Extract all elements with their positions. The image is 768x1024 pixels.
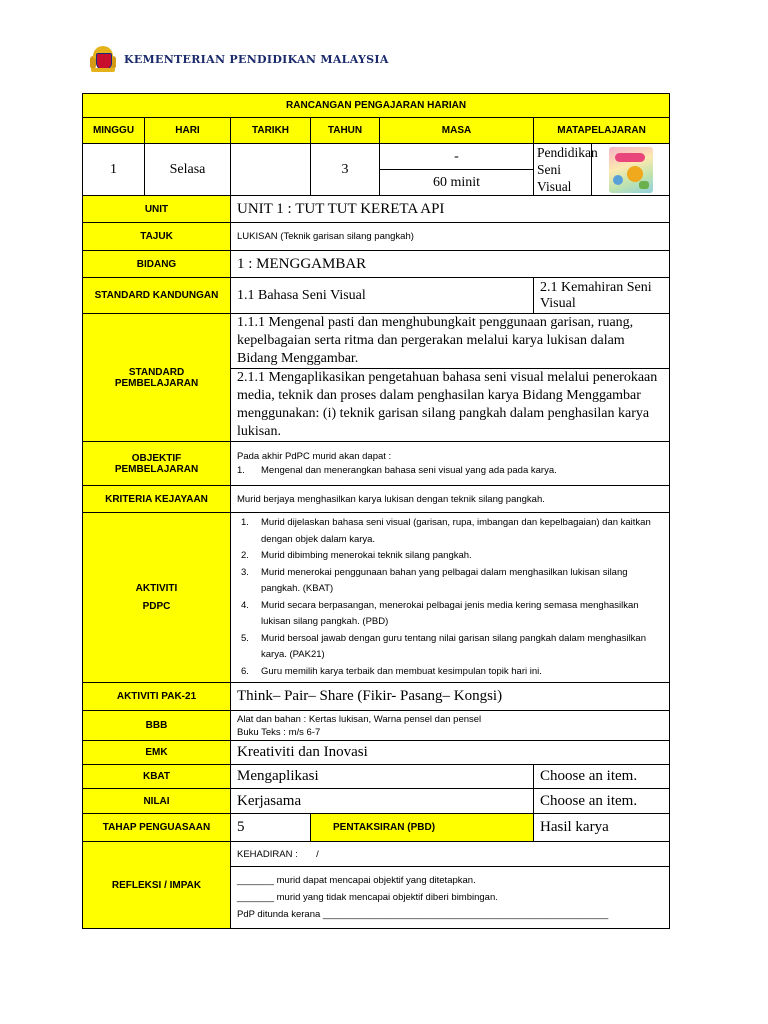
kriteria-label: KRITERIA KEJAYAAN [83,486,231,513]
refleksi-cell [231,867,670,929]
standard-pembelajaran-item-1: 1.1.1 Mengenal pasti dan menghubungkait penggunaan garisan, ruang, kepelbagaian serta ritma dan pergerakan melalui karya lukisan dalam Bidang Menggambar. [231,314,670,369]
bbb-line-1: Alat dan bahan : Kertas lukisan, Warna pensel dan pensel [237,713,482,725]
tajuk-value: LUKISAN (Teknik garisan silang pangkah) [231,223,670,251]
bidang-label: BIDANG [83,251,231,278]
header-hari: HARI [145,118,231,144]
aktiviti-item: 5. Murid bersoal jawab dengan guru tentang nilai garisan silang pangkah dalam menghasilkan karya. (PAK21) [241,632,647,660]
aktiviti-item: 2. Murid dibimbing menerokai teknik silang pangkah. [241,550,472,561]
header-minggu: MINGGU [83,118,145,144]
pak21-value: Think– Pair– Share (Fikir- Pasang– Kongsi) [231,683,670,711]
tahun-value: 3 [311,144,380,196]
masa-bottom-value: 60 minit [380,170,534,196]
kbat-choice-dropdown[interactable]: Choose an item. [534,765,670,789]
lesson-plan-table [82,93,670,929]
nilai-choice-dropdown[interactable]: Choose an item. [534,789,670,814]
aktiviti-item: 6. Guru memilih karya terbaik dan membuat kesimpulan topik hari ini. [241,665,542,677]
textbook-cover-image [609,147,653,193]
header-masa: MASA [380,118,534,144]
objektif-cell [231,442,670,486]
header-tarikh: TARIKH [231,118,311,144]
objektif-intro: Pada akhir PdPC murid akan dapat : [237,450,392,462]
tajuk-label: TAJUK [83,223,231,251]
standard-kandungan-right: 2.1 Kemahiran Seni Visual [534,278,670,314]
objektif-item-text: Mengenal dan menerangkan bahasa seni visual yang ada pada karya. [261,464,557,476]
standard-pembelajaran-item-2: 2.1.1 Mengaplikasikan pengetahuan bahasa seni visual melalui penerokaan media, teknik dan proses dalam penghasilan karya Bidang Menggambar menggunakan: (i) teknik garisan silang pangkah dalam penghasilan karya lukisan. [231,369,670,442]
kehadiran-field: KEHADIRAN : / [231,842,670,867]
aktiviti-item: 1. Murid dijelaskan bahasa seni visual (garisan, rupa, imbangan dan kepelbagaian) dan kaitkan dengan objek dalam karya. [241,517,651,545]
kbat-value: Mengaplikasi [231,765,534,789]
tahap-label: TAHAP PENGUASAAN [83,814,231,842]
aktiviti-label-line2: PDPC [142,600,171,612]
refleksi-line-1: _______ murid dapat mencapai objektif yang ditetapkan. [237,875,476,886]
matapelajaran-value: Pendidikan Seni Visual [534,144,592,196]
table-title: RANCANGAN PENGAJARAN HARIAN [83,94,670,118]
kbat-label: KBAT [83,765,231,789]
objektif-item [237,464,663,478]
minggu-value: 1 [83,144,145,196]
refleksi-label: REFLEKSI / IMPAK [83,842,231,929]
page-header [90,44,389,74]
refleksi-line-2: _______ murid yang tidak mencapai objektif diberi bimbingan. [237,892,498,903]
bidang-value: 1 : MENGGAMBAR [231,251,670,278]
tahap-value: 5 [231,814,311,842]
standard-pembelajaran-label: STANDARD PEMBELAJARAN [83,314,231,442]
pbd-label: PENTAKSIRAN (PBD) [311,814,534,842]
pak21-label: AKTIVITI PAK-21 [83,683,231,711]
hari-value: Selasa [145,144,231,196]
bbb-cell [231,711,670,741]
emk-label: EMK [83,741,231,765]
objektif-item-number: 1. [237,464,245,476]
objektif-label: OBJEKTIF PEMBELAJARAN [83,442,231,486]
emk-value: Kreativiti dan Inovasi [231,741,670,765]
standard-kandungan-left: 1.1 Bahasa Seni Visual [231,278,534,314]
header-tahun: TAHUN [311,118,380,144]
tarikh-value [231,144,311,196]
ministry-name: KEMENTERIAN PENDIDIKAN MALAYSIA [124,52,389,66]
aktiviti-item: 3. Murid menerokai penggunaan bahan yang pelbagai dalam menghasilkan lukisan silang pangkah. (KBAT) [241,566,628,594]
aktiviti-item: 4. Murid secara berpasangan, menerokai pelbagai jenis media kering semasa menghasilkan lukisan silang pangkah. (PBD) [241,599,639,627]
aktiviti-list [237,515,663,680]
aktiviti-label [83,513,231,683]
refleksi-line-3: PdP ditunda kerana ______________________________________________________ [237,909,609,920]
kriteria-value: Murid berjaya menghasilkan karya lukisan dengan teknik silang pangkah. [231,486,670,513]
bbb-label: BBB [83,711,231,741]
bbb-line-2: Buku Teks : m/s 6-7 [237,726,321,738]
nilai-value: Kerjasama [231,789,534,814]
nilai-label: NILAI [83,789,231,814]
malaysia-coat-of-arms-logo [90,46,116,72]
aktiviti-label-line1: AKTIVITI [135,582,178,594]
unit-value: UNIT 1 : TUT TUT KERETA API [231,196,670,223]
header-matapelajaran: MATAPELAJARAN [534,118,670,144]
pbd-value: Hasil karya [534,814,670,842]
standard-kandungan-label: STANDARD KANDUNGAN [83,278,231,314]
unit-label: UNIT [83,196,231,223]
textbook-cover-cell [592,144,670,196]
masa-top-value: - [380,144,534,170]
aktiviti-cell [231,513,670,683]
